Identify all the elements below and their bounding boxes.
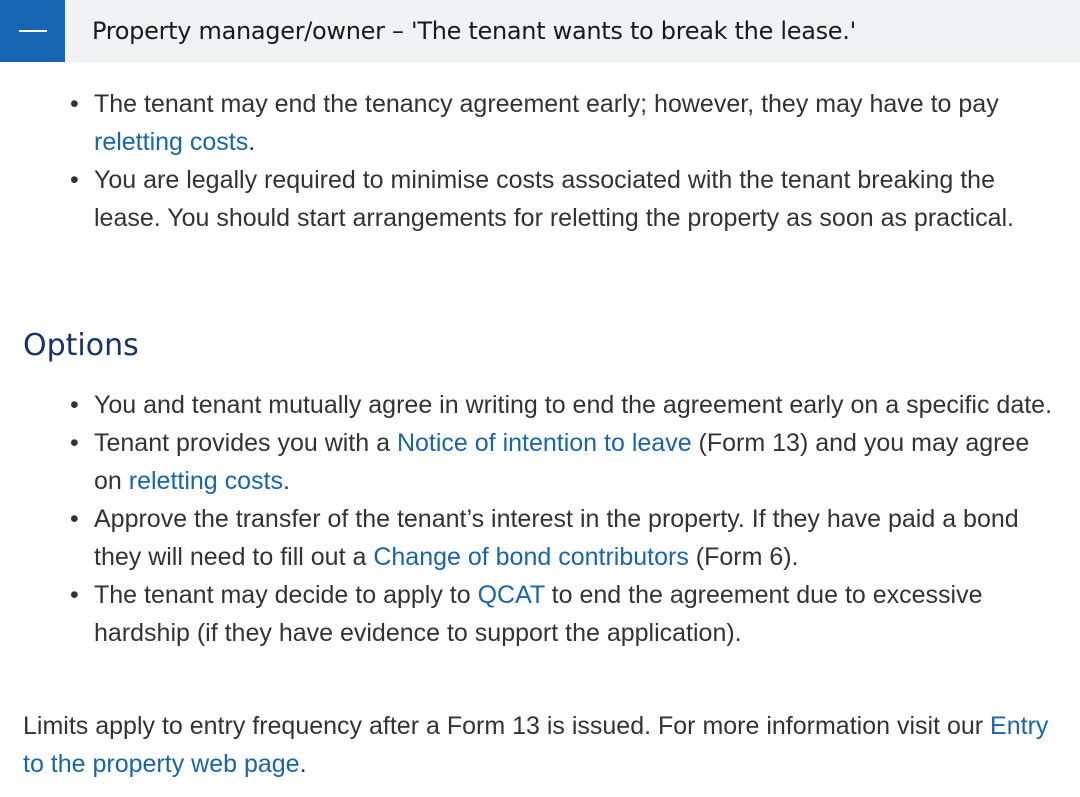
list-item-text: The tenant may decide to apply to xyxy=(94,581,478,609)
list-item xyxy=(0,500,1080,576)
bullet-icon: • xyxy=(70,429,79,457)
list-item-text: . xyxy=(283,467,290,495)
bullet-icon: • xyxy=(70,581,79,609)
bullet-icon: • xyxy=(70,391,79,419)
list-item-text: You and tenant mutually agree in writing to end the agreement early on a specific date. xyxy=(94,391,1053,419)
list-item xyxy=(0,85,1080,161)
reletting-costs-link[interactable]: reletting costs xyxy=(94,128,249,156)
list-item-text: to end the agreement due to excessive hardship (if they have evidence to support the application). xyxy=(94,581,983,647)
entry-to-property-link[interactable]: Entry to the property web page xyxy=(23,712,1049,778)
accordion-title[interactable]: Property manager/owner – 'The tenant wants to break the lease.' xyxy=(92,17,856,45)
list-item xyxy=(0,386,1080,424)
list-item-text: . xyxy=(248,128,256,156)
list-item-text: The tenant may end the tenancy agreement early; however, they may have to pay xyxy=(94,90,999,118)
list-item-text: Approve the transfer of the tenant’s interest in the property. If they have paid a bond they will need to fill out a xyxy=(94,505,1019,571)
footer-paragraph xyxy=(23,707,1063,783)
list-item-text: (Form 13) and you may agree on xyxy=(94,429,1030,495)
footer-text: Limits apply to entry frequency after a Form 13 is issued. For more information visit our xyxy=(23,712,991,740)
options-heading: Options xyxy=(23,328,139,363)
list-item-text: You are legally required to minimise costs associated with the tenant breaking the lease. You should start arrangements for reletting the property as soon as practical. xyxy=(94,166,1014,232)
bullet-icon: • xyxy=(70,166,79,194)
list-item xyxy=(0,424,1080,500)
intro-list xyxy=(0,85,1080,237)
change-of-bond-contributors-link[interactable]: Change of bond contributors xyxy=(373,543,689,571)
minus-icon xyxy=(19,30,47,32)
qcat-link[interactable]: QCAT xyxy=(477,581,545,609)
notice-of-intention-link[interactable]: Notice of intention to leave xyxy=(396,429,692,457)
bullet-icon: • xyxy=(70,90,79,118)
footer-text: . xyxy=(299,750,307,778)
collapse-toggle-button[interactable] xyxy=(0,0,65,62)
list-item xyxy=(0,161,1080,237)
list-item xyxy=(0,576,1080,652)
reletting-costs-link[interactable]: reletting costs xyxy=(128,467,284,495)
list-item-text: Tenant provides you with a xyxy=(94,429,397,457)
bullet-icon: • xyxy=(70,505,79,533)
accordion-header[interactable] xyxy=(0,0,1080,62)
list-item-text: (Form 6). xyxy=(688,543,799,571)
options-list xyxy=(0,386,1080,652)
